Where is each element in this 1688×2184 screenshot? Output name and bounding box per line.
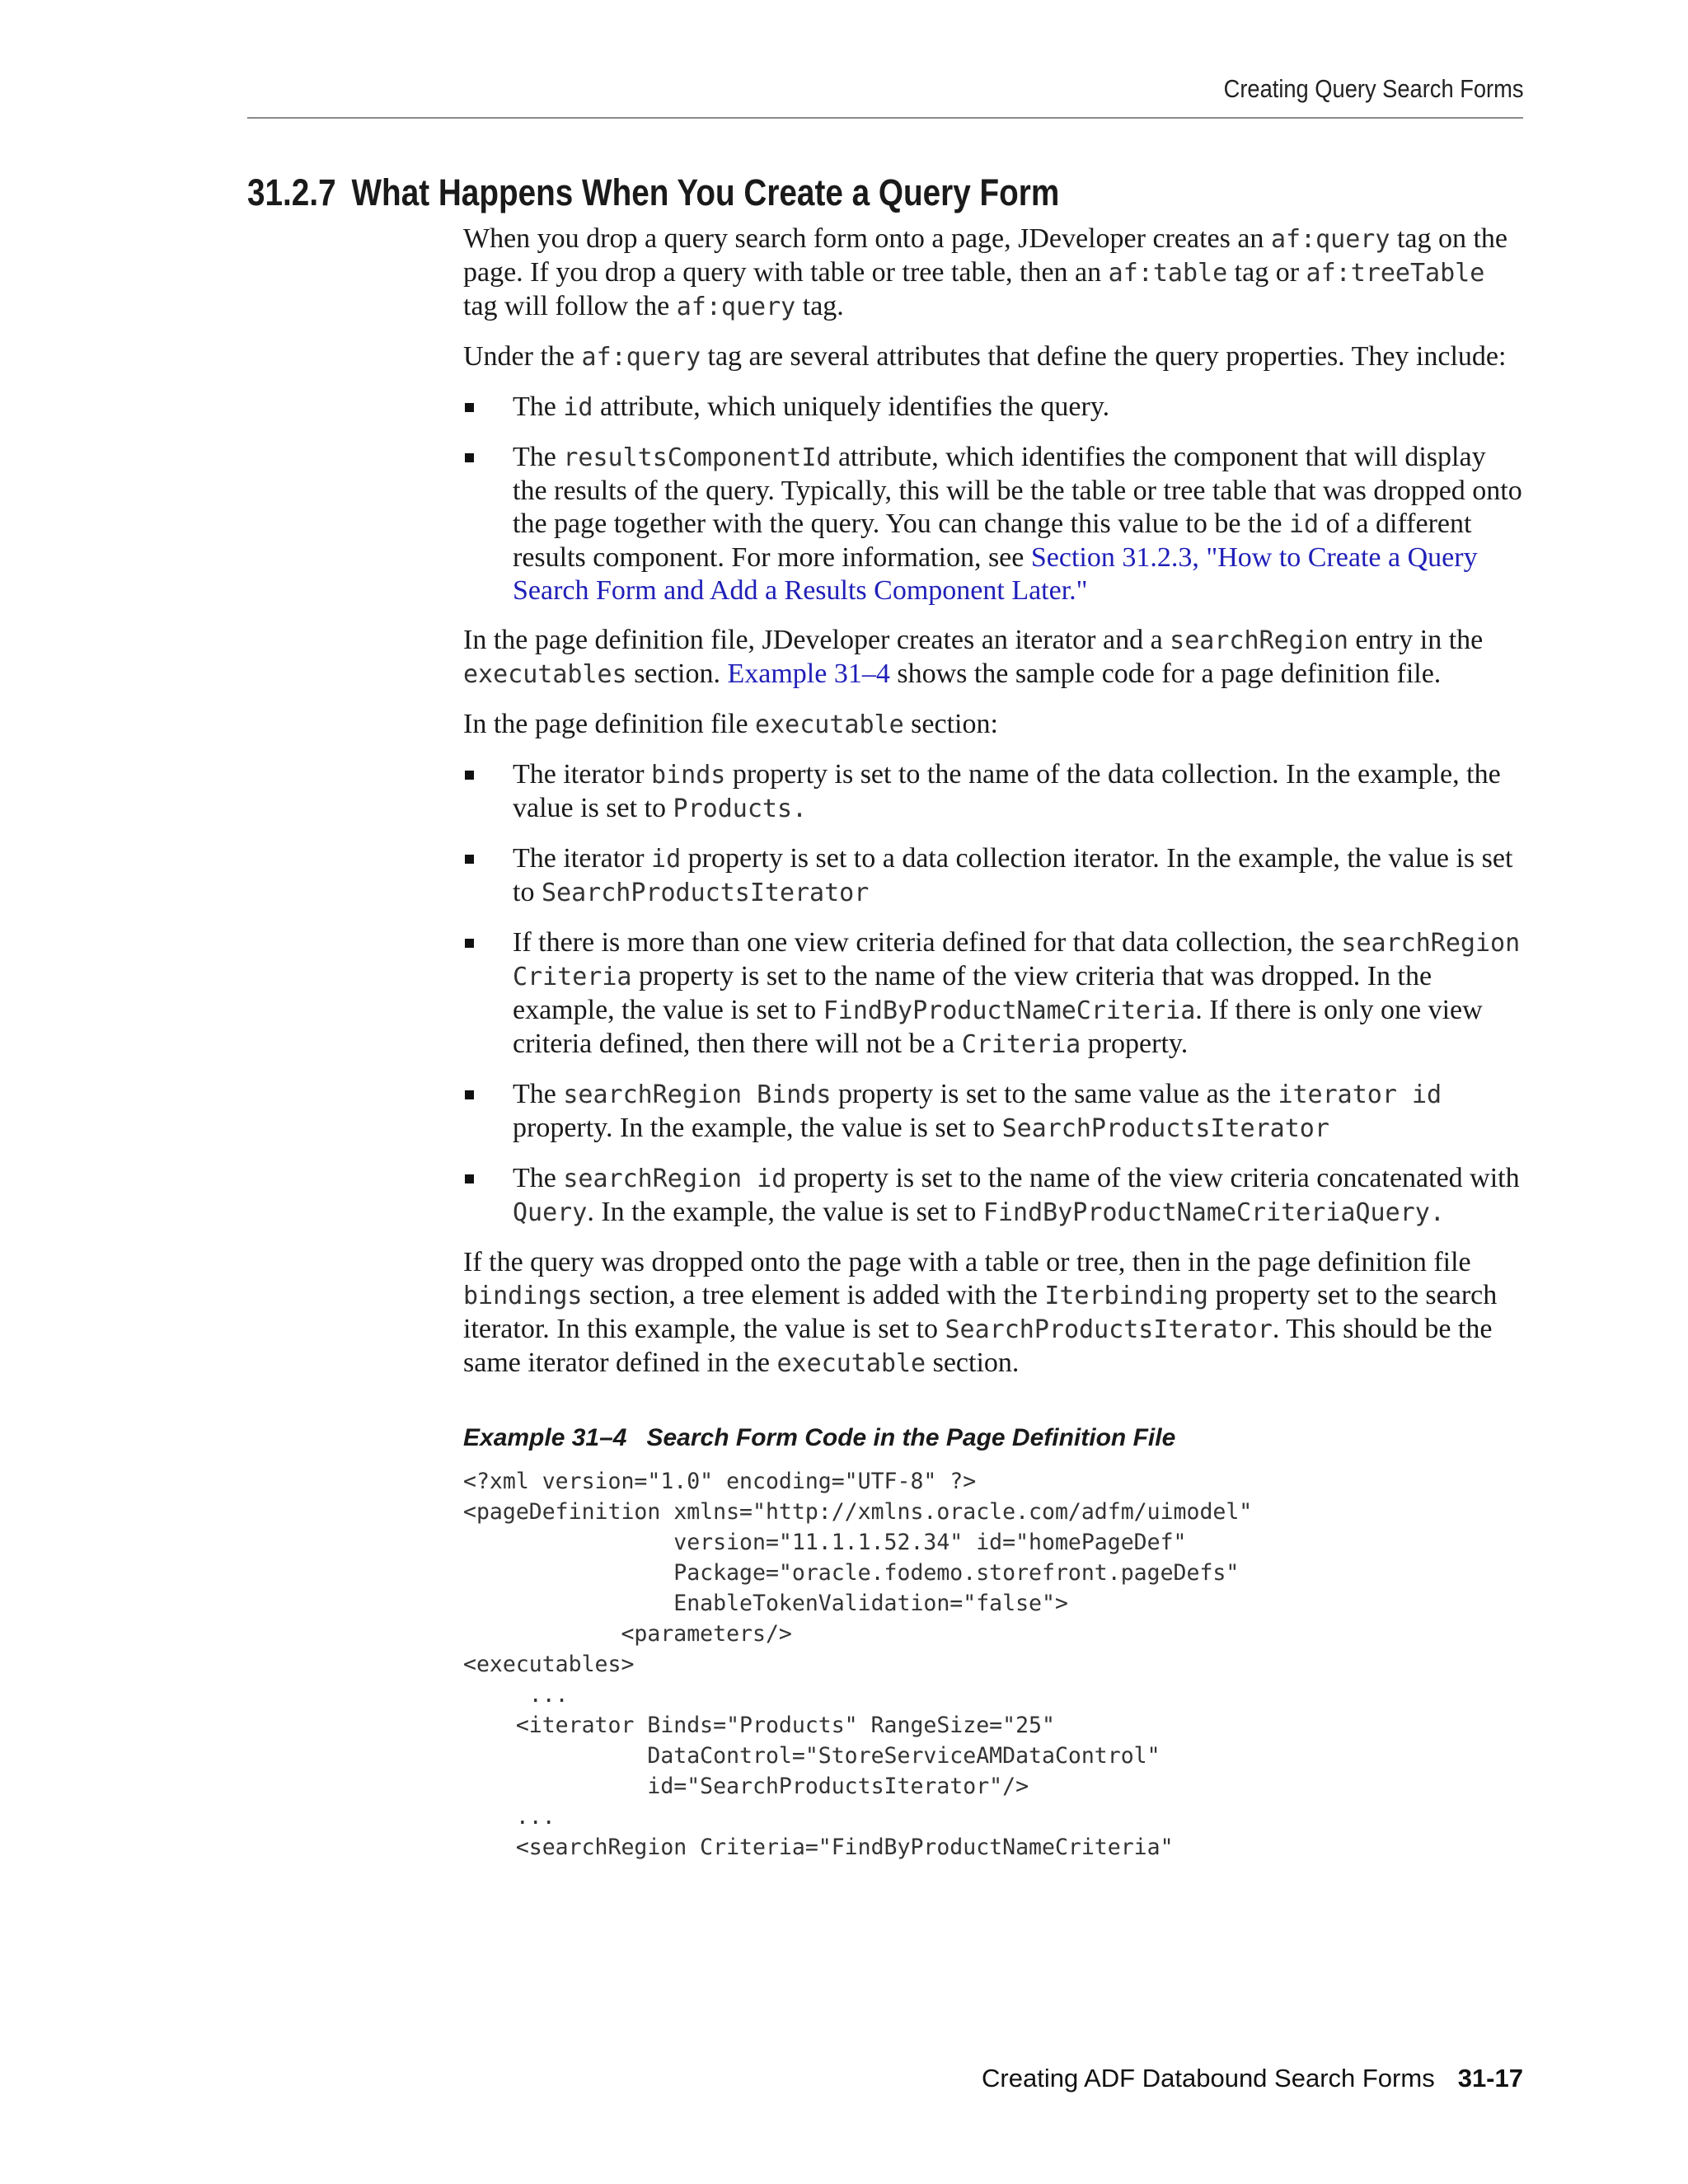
inline-code: id (563, 393, 593, 422)
inline-code: Products. (673, 794, 808, 823)
bullet-icon (465, 771, 474, 780)
body-text (463, 223, 1523, 1863)
running-header-title: Creating Query Search Forms (1223, 74, 1523, 103)
inline-code: iterator id (1278, 1080, 1442, 1109)
inline-code: resultsComponentId (563, 443, 832, 472)
paragraph-intro: When you drop a query search form onto a page, JDeveloper creates an af:query tag on the page. If you drop a query with table or tree table, then an af:table tag or af:treeTable tag will follow the af:query tag. (463, 223, 1508, 321)
inline-code: Query (513, 1198, 588, 1227)
paragraph-bindings: If the query was dropped onto the page with a table or tree, then in the page definition file bindings section, a tree element is added with the Iterbinding property set to the search iterator. In this example, the value is set to SearchProductsIterator. This should be the same iterator defined in the executable section. (463, 1247, 1498, 1378)
inline-code: af:query (581, 343, 701, 372)
list-item: The resultsComponentId attribute, which identifies the component that will display the results of the query. Typically, this will be the table or tree table that was dropped onto the page together with the query. You can change this value to be the id of a different results component. For more information, see Section 31.2.3, "How to Create a Query Search Form and Add a Results Component Later." (463, 441, 1523, 607)
page-number: 31-17 (1457, 2064, 1523, 2093)
inline-code: binds (651, 761, 726, 790)
list-item: The iterator id property is set to a data collection iterator. In the example, the value is set to SearchProductsIterator (463, 842, 1523, 910)
inline-code: SearchProductsIterator (541, 879, 870, 907)
example-number: Example 31–4 (463, 1424, 627, 1451)
inline-code: searchRegion Criteria (513, 929, 1521, 991)
list-item: The id attribute, which uniquely identifies the query. (463, 391, 1523, 424)
list-item: The searchRegion Binds property is set to the same value as the iterator id property. In the example, the value is set to SearchProductsIterator (463, 1078, 1523, 1146)
list-item: If there is more than one view criteria defined for that data collection, the searchRegion Criteria property is set to the name of the view criteria that was dropped. In the example, the value is set to FindByProductNameCriteria. If there is only one view criteria defined, then there will not be a Criteria property. (463, 926, 1523, 1062)
inline-code: id (1288, 510, 1320, 539)
list-item: The searchRegion id property is set to the name of the view criteria concatenated with Query. In the example, the value is set to FindByProductNameCriteriaQuery. (463, 1162, 1523, 1230)
section-link[interactable]: Section 31.2.3, "How to Create a Query Search Form and Add a Results Component Later." (513, 542, 1478, 606)
inline-code: id (651, 845, 682, 874)
inline-code: af:query (676, 293, 796, 321)
example-caption (463, 1422, 1523, 1455)
executable-list (463, 758, 1523, 1230)
inline-code: searchRegion (1170, 626, 1348, 655)
inline-code: af:treeTable (1306, 259, 1485, 288)
example-link[interactable]: Example 31–4 (727, 658, 890, 689)
paragraph-page-definition: In the page definition file, JDeveloper creates an iterator and a searchRegion entry in the executables section. Example 31–4 shows the sample code for a page definition file. (463, 625, 1484, 689)
section-heading (247, 171, 1059, 214)
inline-code: SearchProductsIterator (1001, 1114, 1329, 1143)
inline-code: searchRegion Binds (563, 1080, 832, 1109)
inline-code: af:query (1270, 225, 1390, 254)
page-header (247, 74, 1523, 119)
bullet-icon (465, 939, 474, 948)
inline-code: executables (463, 660, 627, 689)
inline-code: FindByProductNameCriteriaQuery. (982, 1198, 1445, 1227)
inline-code: searchRegion id (563, 1165, 787, 1193)
bullet-icon (465, 1174, 474, 1183)
bullet-icon (465, 403, 474, 412)
footer-title: Creating ADF Databound Search Forms (982, 2064, 1435, 2093)
paragraph-attributes: Under the af:query tag are several attributes that define the query properties. They include: (463, 341, 1507, 372)
inline-code: Criteria (961, 1030, 1081, 1059)
bullet-icon (465, 1090, 474, 1099)
section-title: What Happens When You Create a Query Form (351, 171, 1060, 213)
inline-code: executable (776, 1349, 926, 1378)
inline-code: FindByProductNameCriteria (823, 996, 1196, 1025)
inline-code: Iterbinding (1044, 1282, 1208, 1310)
inline-code: executable (755, 710, 904, 739)
example-title: Search Form Code in the Page Definition File (646, 1424, 1176, 1451)
bullet-icon (465, 453, 474, 462)
bullet-icon (465, 855, 474, 864)
inline-code: bindings (463, 1282, 583, 1310)
page-footer (982, 2064, 1523, 2093)
code-block: <?xml version="1.0" encoding="UTF-8" ?> <pageDefinition xmlns="http://xmlns.oracle.com/adfm/uimodel" version="11.1.1.52.34" id="homePageDef" Package="oracle.fodemo.storefront.pageDefs" EnableTokenValidation="false"> <parameters/> <executables> ... <iterator Binds="Products" RangeSize="25" DataControl="StoreServiceAMDataControl" id="SearchProductsIterator"/> ... <searchRegion Criteria="FindByProductNameCriteria" (463, 1469, 1253, 1860)
paragraph-executable-section: In the page definition file executable section: (463, 709, 998, 739)
list-item: The iterator binds property is set to the name of the data collection. In the example, the value is set to Products. (463, 758, 1523, 826)
attribute-list (463, 391, 1523, 607)
inline-code: SearchProductsIterator (945, 1315, 1273, 1344)
inline-code: af:table (1108, 259, 1228, 288)
section-number: 31.2.7 (247, 171, 336, 213)
